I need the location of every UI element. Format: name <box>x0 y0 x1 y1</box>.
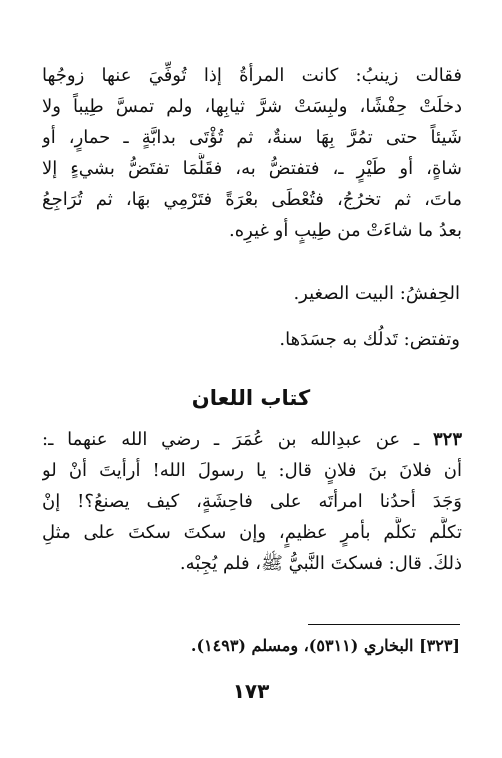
text-line: ماتَ، ثم تخرُجُ، فتُعْطَى بعْرَةً فتَرْمِي بهَا، ثم تُرَاجِعُ <box>42 189 462 210</box>
footnote: [٣٢٣] البخاري (٥٣١١)، ومسلم (١٤٩٣). <box>190 636 460 655</box>
text-line: وَجَدَ أحدُنا امرأتَه على فاحِشَةٍ، كيف يصنعُ؟! إنْ <box>42 491 462 512</box>
text-line: دخلَتْ حِفْشًا، ولبِسَتْ شرَّ ثيابِها، ولم تمسَّ طِيباً ولا <box>42 96 462 117</box>
page-number: ١٧٣ <box>232 679 270 703</box>
paragraph-zaynab <box>42 60 462 246</box>
text-line: شَيئاً حتى تمُرَّ بِهَا سنةٌ، ثم تُؤْتَى بدابَّةٍ ـ حمارٍ، أو <box>42 127 462 148</box>
hadith-first-line: ٣٢٣ ـ عن عبدِالله بن عُمَرَ ـ رضي الله عنهما ـ: <box>42 429 462 450</box>
text-line-last: بعدُ ما شاءَتْ من طِيبٍ أو غيرِه. <box>229 220 462 241</box>
definition-hifsh: الحِفشُ: البيت الصغير. <box>293 283 460 304</box>
definition-taftadd: وتفتض: تَدلُك به جسَدَها. <box>279 329 460 350</box>
hadith-number: ٣٢٣ <box>432 429 462 450</box>
text-line-last: ذلكَ. قال: فسكتَ النَّبيُّ ﷺ، فلم يُجِبْه. <box>179 553 462 574</box>
text-line: شاةٍ، أو طَيْرٍ ـ، فتفتضُّ به، فقَلَّمَا تفتَضُّ بشيءٍ إلا <box>42 158 462 179</box>
chapter-heading: كتاب اللعان <box>191 386 311 410</box>
text-line: أن فلانَ بنَ فلانٍ قال: يا رسولَ الله! أرأيتَ أنْ لو <box>42 460 462 481</box>
text-line: تكلَّم تكلَّم بأمرٍ عظيمٍ، وإن سكتَ سكتَ على مثلِ <box>42 522 462 543</box>
text-line: فقالت زينبُ: كانت المرأةُ إذا تُوفِّيَ عنها زوجُها <box>42 65 462 86</box>
footnote-divider <box>308 624 460 625</box>
hadith-paragraph <box>42 424 462 579</box>
